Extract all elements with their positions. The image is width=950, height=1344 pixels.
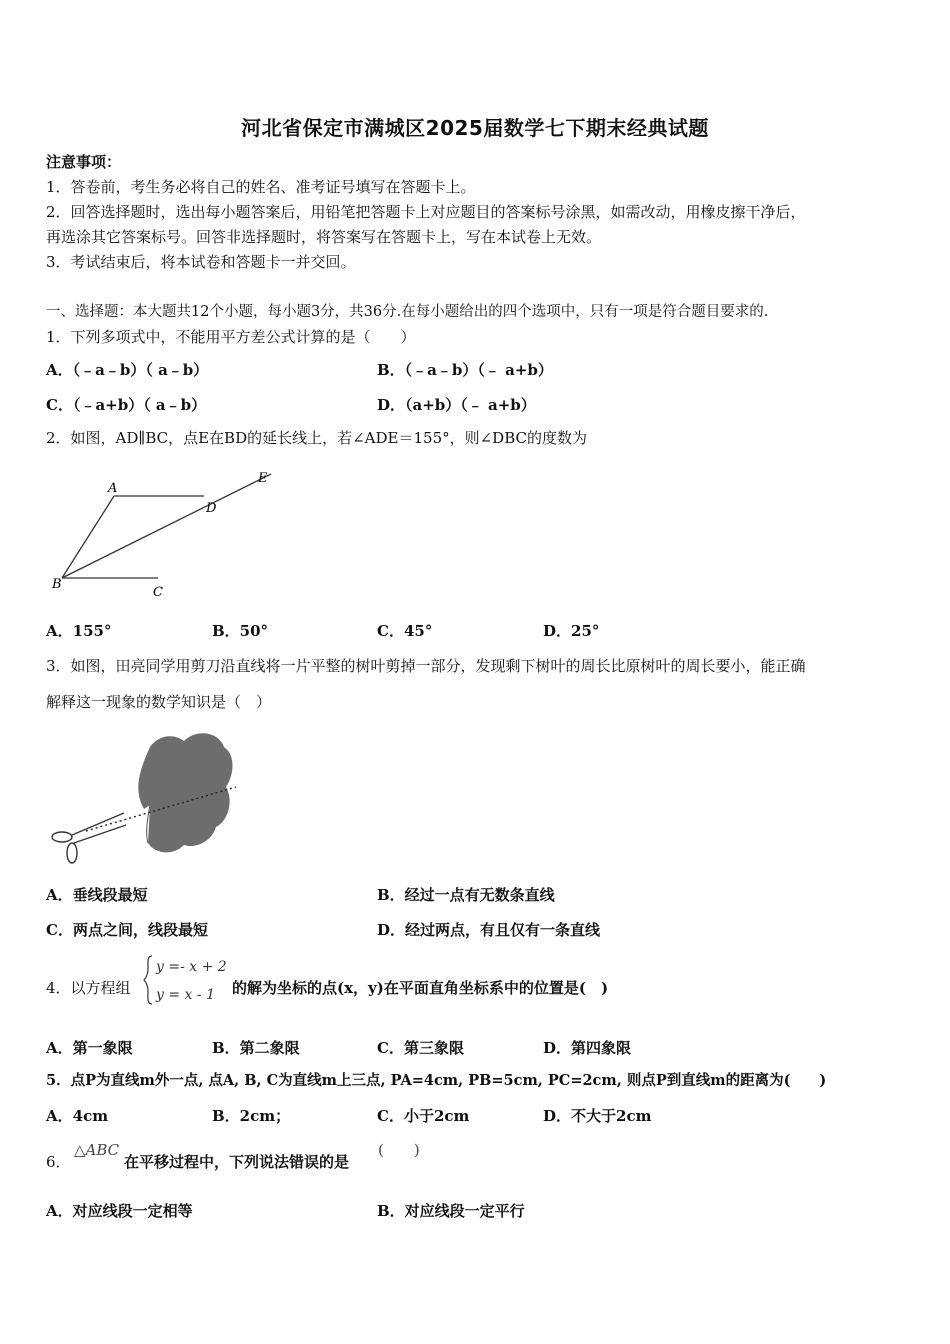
- q4-option-a: A．第一象限: [46, 1039, 133, 1057]
- q3-option-a: A．垂线段最短: [46, 886, 148, 904]
- q4-option-d: D．第四象限: [543, 1039, 632, 1057]
- notice-1: 1．答卷前，考生务必将自己的姓名、准考证号填写在答题卡上。: [46, 178, 476, 196]
- q3-stem-2: 解释这一现象的数学知识是（ ）: [46, 693, 272, 711]
- scissors-handle-2: [67, 843, 77, 863]
- label-c: C: [153, 585, 163, 600]
- q4-option-c: C．第三象限: [377, 1039, 464, 1057]
- q3-option-d: D．经过两点，有且仅有一条直线: [377, 921, 601, 939]
- q1-stem: 1．下列多项式中，不能用平方差公式计算的是（ ）: [46, 328, 416, 346]
- leaf-shape: [138, 733, 232, 852]
- q5-option-a: A．4cm: [46, 1107, 109, 1125]
- q2-figure: [46, 460, 286, 610]
- q4-equation-system: [142, 952, 232, 1008]
- line-be: [62, 474, 271, 578]
- q3-leaf-figure: [46, 725, 246, 870]
- q5-stem: 5．点P为直线m外一点, 点A, B, C为直线m上三点, PA=4cm, PB=5cm, PC=2cm, 则点P到直线m的距离为( ): [46, 1072, 827, 1089]
- notice-2-cont: 再选涂其它答案标号。回答非选择题时，将答案写在答题卡上，写在本试卷上无效。: [46, 228, 602, 246]
- scissors-blade-1: [72, 813, 124, 835]
- q5-option-d: D．不大于2cm: [543, 1107, 652, 1125]
- q1-option-c: C．（﹣a+b）（ a﹣b）: [46, 396, 207, 414]
- q2-option-a: A．155°: [46, 622, 112, 640]
- q3-option-b: B．经过一点有无数条直线: [377, 886, 555, 904]
- notice-2: 2．回答选择题时，选出每小题答案后，用铅笔把答题卡上对应题目的答案标号涂黑，如需改动，用橡皮擦干净后，: [46, 203, 806, 221]
- label-e: E: [258, 471, 268, 486]
- label-b: B: [52, 577, 62, 592]
- q5-option-b: B．2cm；: [212, 1107, 291, 1125]
- q6-option-b: B．对应线段一定平行: [377, 1202, 525, 1220]
- q2-option-b: B．50°: [212, 622, 269, 640]
- scissors-handle-1: [52, 832, 72, 842]
- q1-option-d: D．（a+b）（﹣ a+b）: [377, 396, 536, 414]
- notice-title: 注意事项：: [46, 153, 122, 171]
- q3-stem-1: 3．如图，田亮同学用剪刀沿直线将一片平整的树叶剪掉一部分，发现剩下树叶的周长比原树叶的周长要小，能正确: [46, 657, 806, 675]
- section-heading: 一、选择题：本大题共12个小题，每小题3分，共36分.在每小题给出的四个选项中，只有一项是符合题目要求的.: [46, 304, 769, 320]
- system-brace: [144, 956, 152, 1004]
- q6-answer-paren: ( ): [378, 1141, 420, 1159]
- q5-option-c: C．小于2cm: [377, 1107, 470, 1125]
- q3-option-c: C．两点之间，线段最短: [46, 921, 208, 939]
- q6-triangle-abc: △ABC: [74, 1141, 120, 1159]
- notice-3: 3．考试结束后，将本试卷和答题卡一并交回。: [46, 253, 356, 271]
- label-a: A: [108, 481, 118, 496]
- equation-2: y = x - 1: [156, 987, 215, 1003]
- q4-stem-tail: 的解为坐标的点(x，y)在平面直角坐标系中的位置是( ): [232, 979, 609, 997]
- q6-stem-num: 6．: [46, 1153, 71, 1171]
- equation-1: y =- x + 2: [156, 959, 227, 975]
- q6-option-a: A．对应线段一定相等: [46, 1202, 193, 1220]
- q2-option-c: C．45°: [377, 622, 433, 640]
- page-title: 河北省保定市满城区2025届数学七下期末经典试题: [241, 116, 709, 140]
- q2-option-d: D．25°: [543, 622, 600, 640]
- q1-option-a: A．（﹣a﹣b）（ a﹣b）: [46, 361, 209, 379]
- q2-stem: 2．如图，AD∥BC，点E在BD的延长线上，若∠ADE＝155°，则∠DBC的度数为: [46, 429, 587, 447]
- q4-option-b: B．第二象限: [212, 1039, 300, 1057]
- scissors-blade-2: [74, 825, 126, 843]
- q1-option-b: B．（﹣a﹣b）（﹣ a+b）: [377, 361, 553, 379]
- q4-stem-num: 4．以方程组: [46, 979, 131, 997]
- label-d: D: [206, 501, 217, 516]
- q6-stem: 在平移过程中，下列说法错误的是: [124, 1153, 350, 1171]
